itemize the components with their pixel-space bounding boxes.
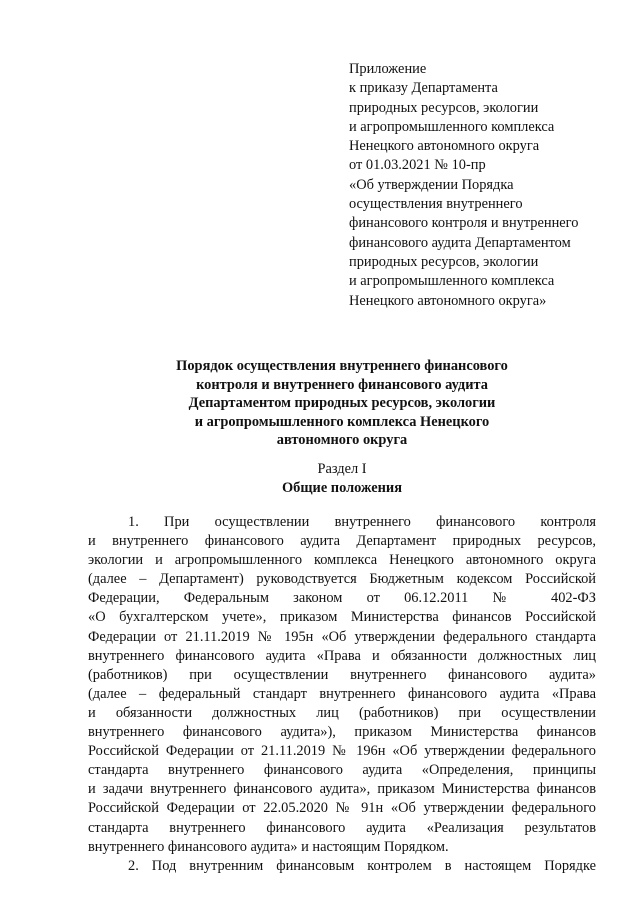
paragraph-line: «О бухгалтерском учете», приказом Министерства финансов Российской [88,609,596,626]
paragraph-line: Федерации от 21.11.2019 № 195н «Об утверждении федерального стандарта [88,628,596,645]
appendix-line: природных ресурсов, экологии [349,99,539,116]
paragraph-line: и задачи внутреннего финансового аудита», приказом Министерства финансов [88,781,596,798]
paragraph-line: внутреннего финансового аудита» и настоящим Порядком. [88,838,449,855]
appendix-header [349,60,619,311]
appendix-line: Ненецкого автономного округа [349,138,540,155]
paragraph-line: внутреннего финансового аудита»), приказом Министерства финансов [88,724,596,741]
appendix-line: осуществления внутреннего [349,196,523,213]
title-line: и агропромышленного комплекса Ненецкого [194,413,490,430]
paragraph-line: и обязанности должностных лиц (работников) при осуществлении [88,704,596,721]
appendix-line: «Об утверждении Порядка [349,176,514,193]
paragraph-line: (далее – Департамент) руководствуется Бюджетным кодексом Российской [88,571,596,588]
paragraph-line: стандарта внутреннего финансового аудита «Определения, принципы [88,762,596,779]
paragraph-line: Российской Федерации от 21.11.2019 № 196н «Об утверждении федерального [88,743,596,760]
appendix-line: от 01.03.2021 № 10-пр [349,157,486,174]
appendix-line: Приложение [349,61,427,77]
appendix-line: к приказу Департамента [349,80,498,97]
document-title [88,357,596,450]
body-text [88,513,596,876]
section-heading: Общие положения [281,480,403,496]
appendix-line: финансового аудита Департаментом [349,234,571,251]
title-line: автономного округа [276,432,408,449]
paragraph-line: экологии и агропромышленного комплекса Ненецкого автономного округа [88,552,596,569]
title-line: Порядок осуществления внутреннего финансового [176,358,508,374]
appendix-line: и агропромышленного комплекса [349,273,555,290]
appendix-line: Ненецкого автономного округа» [349,292,547,309]
paragraph-line: (далее – федеральный стандарт внутреннего финансового аудита «Права [88,685,596,702]
paragraph-line: Федерации, Федеральным законом от 06.12.2011 № 402-ФЗ [88,590,596,607]
paragraph-line: внутреннего финансового аудита «Права и обязанности должностных лиц [88,647,596,664]
title-line: Департаментом природных ресурсов, экологии [188,395,496,412]
section-number: Раздел I [317,461,367,477]
paragraph-line: (работников) при осуществлении внутреннего финансового аудита» [88,666,596,683]
paragraph-line: и внутреннего финансового аудита Департамент природных ресурсов, [88,533,596,550]
paragraph-line: стандарта внутреннего финансового аудита «Реализация результатов [88,819,596,836]
paragraph-line: 2. Под внутренним финансовым контролем в настоящем Порядке [128,857,596,874]
paragraph-line: 1. При осуществлении внутреннего финансового контроля [128,514,596,530]
title-line: контроля и внутреннего финансового аудита [196,376,488,393]
appendix-line: финансового контроля и внутреннего [349,215,579,232]
paragraph-line: Российской Федерации от 22.05.2020 № 91н «Об утверждении федерального [88,800,596,817]
appendix-line: природных ресурсов, экологии [349,253,539,270]
appendix-line: и агропромышленного комплекса [349,118,555,135]
